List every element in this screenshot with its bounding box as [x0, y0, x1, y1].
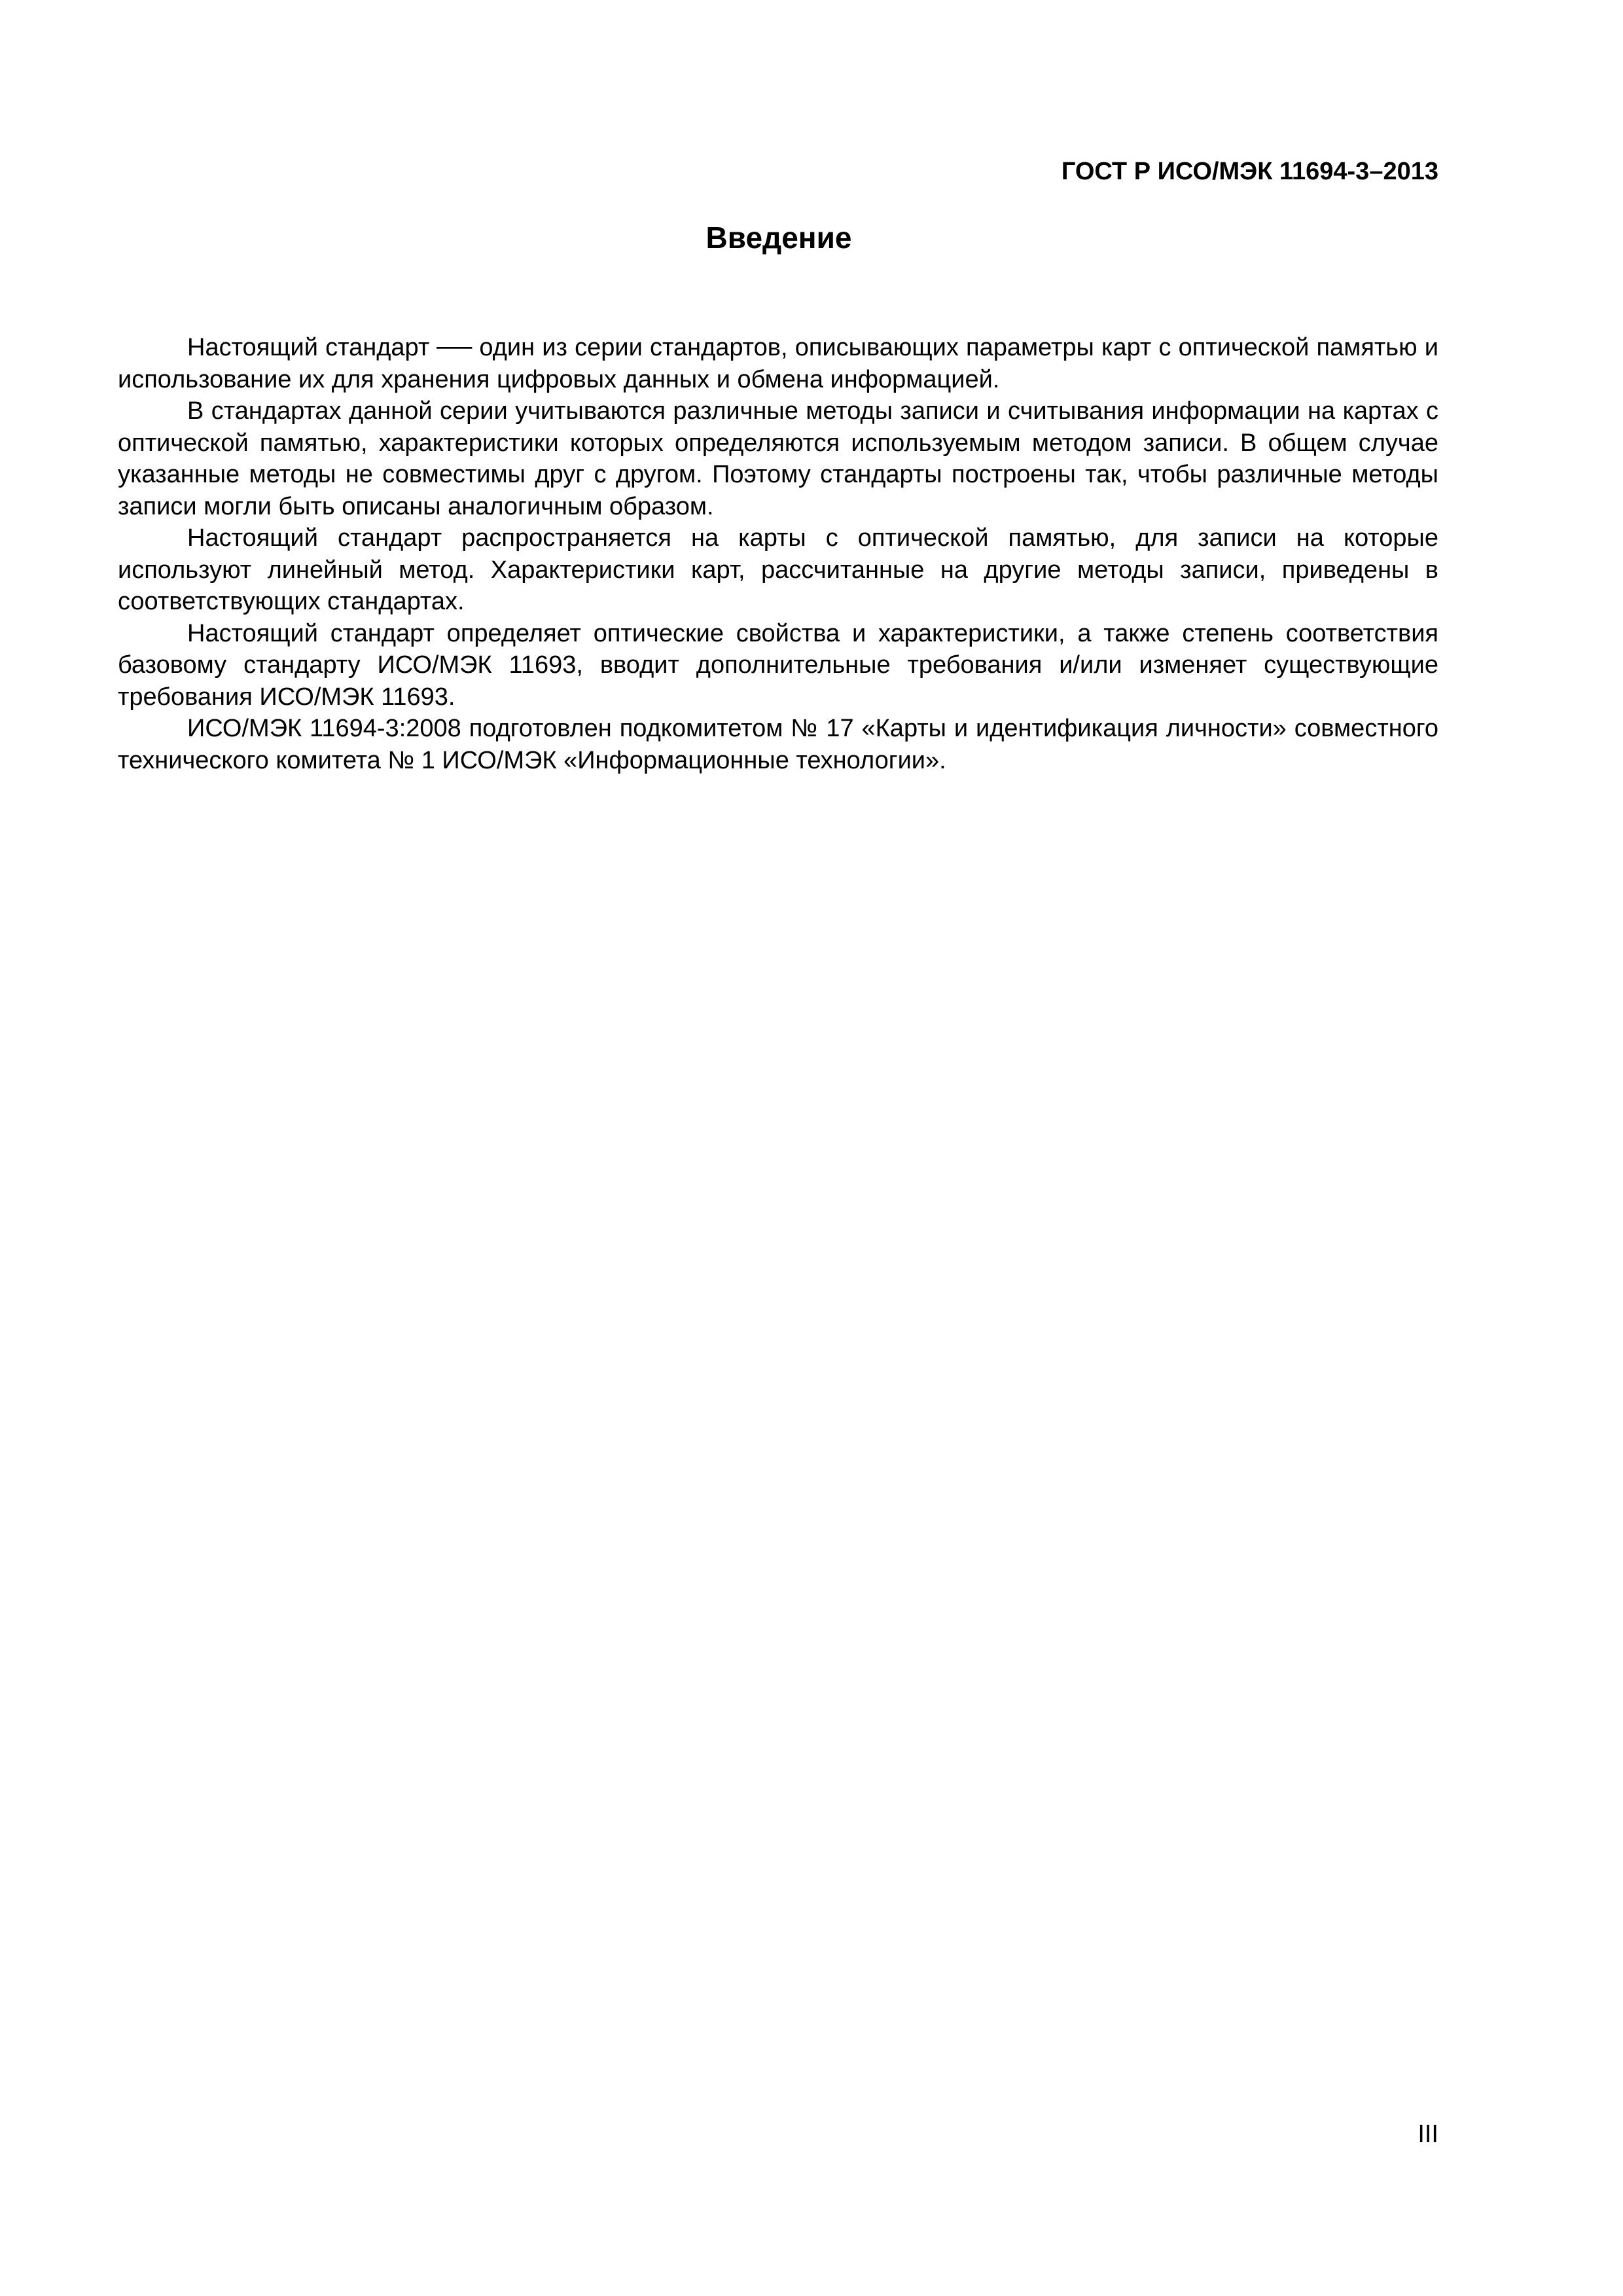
- document-code-header: ГОСТ Р ИСО/МЭК 11694-3–2013: [1061, 158, 1438, 185]
- paragraph-5: ИСО/МЭК 11694-3:2008 подготовлен подкомитетом № 17 «Карты и идентификация личности» совместного технического комитета № 1 ИСО/МЭК «Информационные технологии».: [118, 715, 1438, 774]
- paragraph-4: Настоящий стандарт определяет оптические свойства и характеристики, а также степень соответствия базовому стандарту ИСО/МЭК 11693, вводит дополнительные требования и/или изменяет существующие требования ИСО/МЭК 11693.: [118, 619, 1438, 711]
- paragraph-2: В стандартах данной серии учитываются различные методы записи и считывания информации на картах с оптической памятью, характеристики которых определяются используемым методом записи. В общем случае указанные методы не совместимы друг с другом. Поэтому стандарты построены так, чтобы различные методы записи могли быть описаны аналогичным образом.: [118, 397, 1438, 520]
- introduction-body: [118, 332, 1438, 776]
- page-number: III: [1418, 2121, 1438, 2148]
- paragraph-1: Настоящий стандарт ── один из серии стандартов, описывающих параметры карт с оптической памятью и использование их для хранения цифровых данных и обмена информацией.: [118, 334, 1438, 393]
- page-title: Введение: [705, 221, 852, 255]
- paragraph-3: Настоящий стандарт распространяется на карты с оптической памятью, для записи на которые используют линейный метод. Характеристики карт, рассчитанные на другие методы записи, приведены в соответствующих стандартах.: [118, 524, 1438, 615]
